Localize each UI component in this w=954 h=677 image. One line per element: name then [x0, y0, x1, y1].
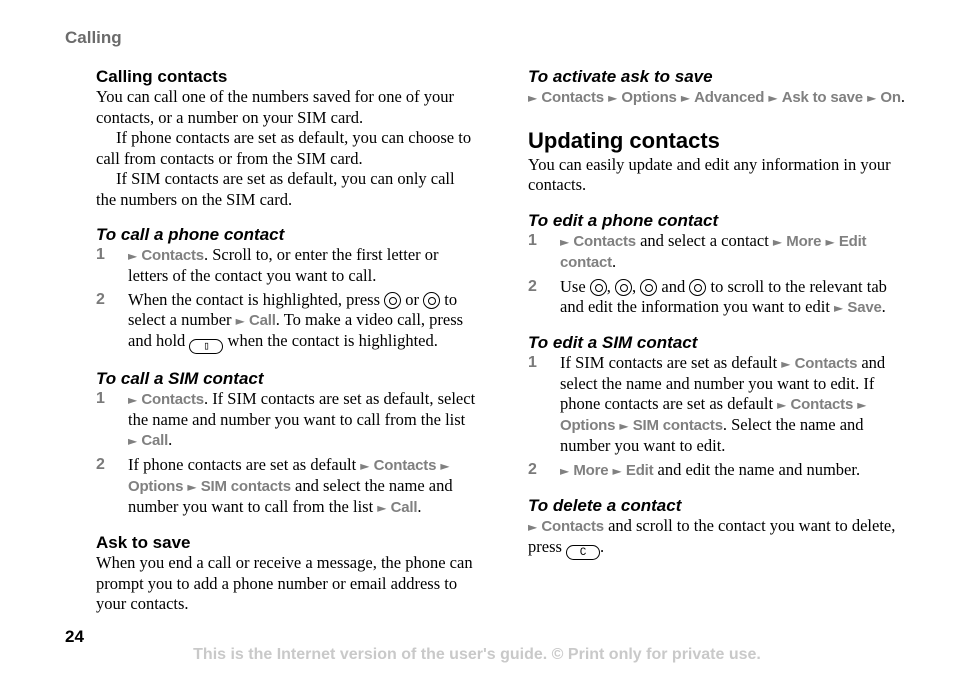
arrow-icon: ► — [128, 249, 138, 263]
delete-contact-heading: To delete a contact — [528, 495, 682, 515]
step-number: 2 — [528, 277, 537, 295]
step-text: or — [405, 290, 420, 309]
call-sim-contact-heading: To call a SIM contact — [96, 369, 264, 388]
arrow-icon: ► — [834, 300, 844, 315]
step-number: 2 — [96, 456, 105, 473]
arrow-icon: ► — [560, 234, 570, 249]
arrow-icon: ► — [777, 397, 787, 412]
select-key-icon — [384, 292, 401, 309]
step-text: When the contact is highlighted, press — [128, 290, 381, 309]
step-text: and edit the name and number. — [657, 459, 861, 479]
call-sim-step-1: 1 ► Contacts. If SIM contacts are set as default, select the name and number you want to call from the list ► Call. — [96, 389, 476, 449]
step-text: . To make a video call, press and hold — [128, 310, 464, 350]
edit-sim-step-2 — [528, 460, 908, 481]
menu-contacts: Contacts — [141, 247, 204, 264]
arrow-icon: ► — [857, 397, 867, 412]
nav-left-icon — [590, 279, 607, 296]
left-column — [96, 66, 476, 615]
delete-contact-text: ► Contacts and scroll to the contact you want to delete, press C . — [528, 515, 896, 559]
step-text: and select the name and number you want to edit. If phone contacts are set as default — [560, 352, 886, 413]
step-text: . If SIM contacts are set as default, select the name and number you want to call from the list — [128, 389, 476, 429]
calling-contacts-p3: If SIM contacts are set as default, you can only call the numbers on the SIM card. — [96, 169, 455, 209]
menu-contacts: Contacts — [541, 517, 604, 535]
page-number: 24 — [65, 627, 84, 646]
step-number: 2 — [96, 291, 105, 308]
calling-contacts-p2: If phone contacts are set as default, you can choose to call from contacts or from the SIM card. — [96, 128, 472, 168]
updating-contacts-p1: You can easily update and edit any information in your contacts. — [528, 154, 891, 194]
arrow-icon: ► — [360, 459, 370, 473]
step-number: 1 — [96, 390, 105, 407]
arrow-icon: ► — [528, 91, 538, 105]
edit-sim-step-1 — [528, 353, 908, 456]
menu-sim-contacts: SIM contacts — [632, 416, 723, 434]
step-number: 1 — [528, 353, 537, 371]
call-phone-step-1 — [96, 245, 476, 286]
arrow-icon: ► — [528, 519, 538, 534]
ask-to-save-heading: Ask to save — [96, 533, 191, 552]
menu-contacts: Contacts — [573, 232, 636, 250]
menu-more: More — [573, 461, 609, 479]
arrow-icon: ► — [128, 434, 138, 448]
edit-phone-step-1: 1 ► Contacts and select a contact ► More ► Edit contact. — [528, 230, 867, 271]
arrow-icon: ► — [377, 501, 387, 515]
arrow-icon: ► — [619, 418, 629, 433]
menu-edit-contact: Edit contact — [560, 232, 867, 271]
arrow-icon: ► — [608, 91, 618, 105]
menu-options: Options — [621, 89, 677, 106]
arrow-icon: ► — [560, 463, 570, 478]
menu-edit: Edit — [625, 461, 654, 479]
footer-notice: This is the Internet version of the user's guide. © Print only for private use. — [193, 646, 761, 663]
call-phone-step-2 — [96, 290, 476, 354]
arrow-icon: ► — [772, 234, 783, 249]
menu-call: Call — [390, 499, 418, 516]
nav-right-icon — [615, 279, 632, 296]
step-text: and scroll to the contact you want to delete, press — [528, 515, 896, 556]
navigation-key-icon — [423, 292, 440, 309]
arrow-icon: ► — [781, 356, 791, 371]
menu-sim-contacts: SIM contacts — [200, 478, 291, 495]
arrow-icon: ► — [235, 314, 245, 328]
activate-ask-to-save-heading: To activate ask to save — [528, 67, 713, 86]
step-text: If phone contacts are set as default — [128, 455, 357, 474]
activate-path: ► Contacts ► Options ► Advanced ► Ask to save ► On. — [528, 87, 905, 106]
menu-contacts: Contacts — [794, 354, 858, 372]
video-call-key-icon: ▯ — [189, 339, 223, 354]
call-phone-contact-heading: To call a phone contact — [96, 225, 285, 244]
arrow-icon: ► — [768, 91, 778, 105]
menu-on: On — [880, 89, 901, 106]
step-text: . Select the name and number you want to edit. — [560, 414, 864, 455]
arrow-icon: ► — [612, 463, 622, 478]
menu-contacts: Contacts — [541, 89, 604, 106]
step-text: and select the name and number you want to call from the list — [128, 476, 453, 516]
menu-call: Call — [141, 432, 169, 449]
menu-save: Save — [847, 298, 882, 316]
menu-more: More — [786, 232, 822, 250]
menu-options: Options — [128, 478, 184, 495]
step-text: Use — [560, 276, 586, 296]
menu-contacts: Contacts — [373, 457, 437, 474]
menu-advanced: Advanced — [694, 89, 765, 106]
right-column — [528, 66, 908, 560]
arrow-icon: ► — [187, 480, 197, 494]
step-text: to select a number — [128, 290, 458, 329]
arrow-icon: ► — [440, 459, 450, 473]
step-text: when the contact is highlighted. — [227, 331, 438, 350]
call-sim-step-2: 2 If phone contacts are set as default ► Contacts ► Options ► SIM contacts and select the name and number you want to call from the list ► Call. — [96, 455, 453, 516]
edit-phone-step-2: 2 Use , , and to scroll to the relevant tab and edit the information you want to edit ► Save. — [528, 276, 887, 316]
step-text: . Scroll to, or enter the first letter or letters of the contact you want to call. — [128, 245, 439, 285]
updating-contacts-heading: Updating contacts — [528, 127, 720, 153]
calling-contacts-heading: Calling contacts — [96, 67, 228, 86]
step-text: and select a contact — [640, 230, 769, 250]
arrow-icon: ► — [680, 91, 691, 105]
menu-contacts: Contacts — [790, 395, 854, 413]
section-header: Calling — [65, 28, 122, 47]
menu-ask-to-save: Ask to save — [781, 89, 863, 106]
edit-phone-contact-heading: To edit a phone contact — [528, 210, 719, 230]
menu-contacts: Contacts — [141, 391, 204, 408]
calling-contacts-p1: You can call one of the numbers saved for one of your contacts, or a number on your SIM card. — [96, 87, 455, 127]
step-text: to scroll to the relevant tab and edit the information you want to edit — [560, 276, 887, 316]
step-text: and — [661, 276, 686, 296]
step-text: If SIM contacts are set as default — [560, 352, 778, 372]
step-number: 1 — [528, 231, 537, 249]
arrow-icon: ► — [128, 393, 138, 407]
step-number: 1 — [96, 246, 105, 263]
menu-call: Call — [249, 312, 276, 329]
nav-down-icon — [689, 279, 706, 296]
ask-to-save-p1: When you end a call or receive a message, the phone can prompt you to add a phone number or email address to your contacts. — [96, 553, 473, 613]
arrow-icon: ► — [825, 234, 835, 249]
edit-sim-contact-heading: To edit a SIM contact — [528, 332, 698, 352]
menu-options: Options — [560, 416, 616, 434]
step-number: 2 — [528, 460, 537, 478]
c-key-icon: C — [566, 545, 600, 560]
nav-up-icon — [640, 279, 657, 296]
arrow-icon: ► — [867, 91, 877, 105]
